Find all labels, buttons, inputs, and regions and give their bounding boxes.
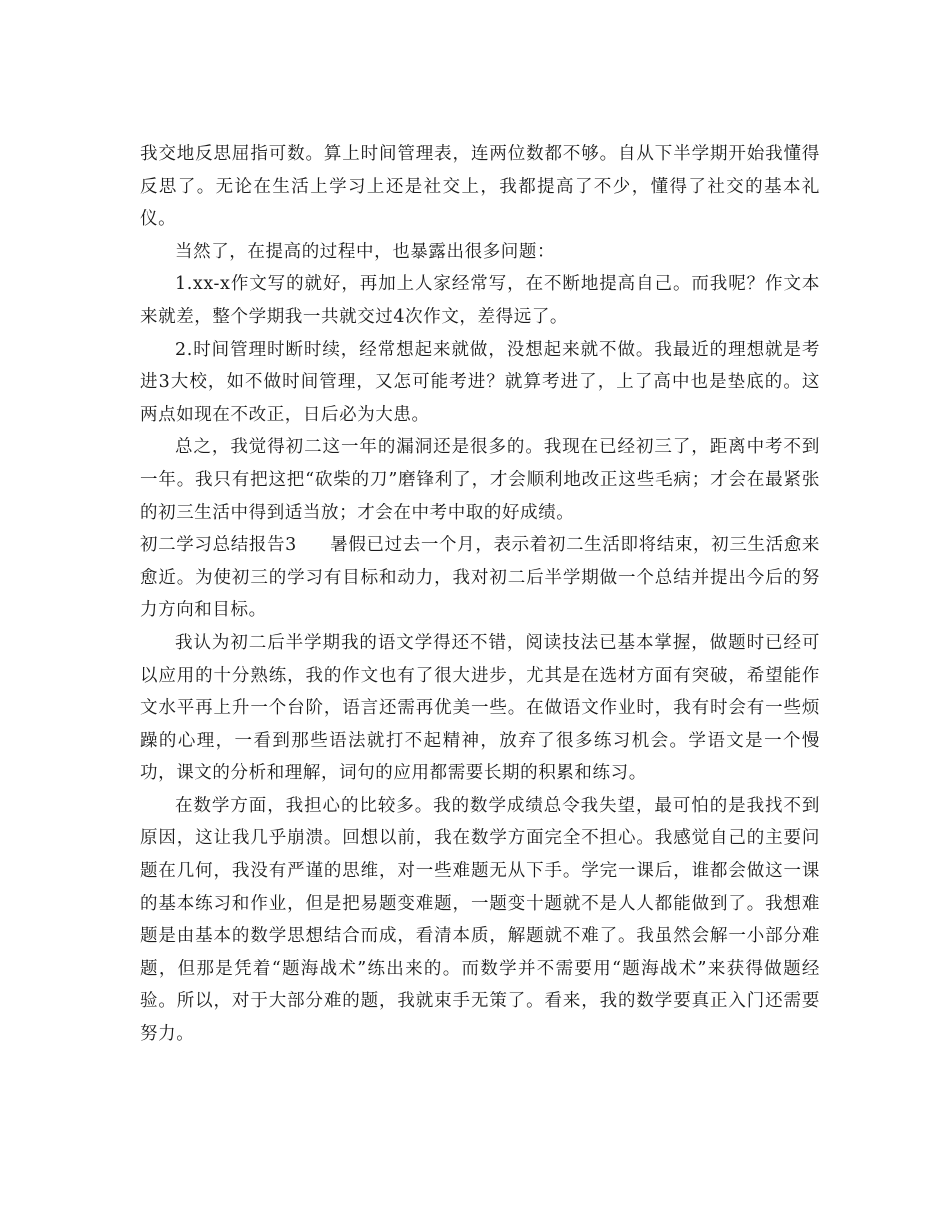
body-text xyxy=(140,138,820,1051)
paragraph-6 xyxy=(140,529,820,627)
section-heading: 初二学习总结报告3 xyxy=(140,535,297,556)
paragraph-1: 我交地反思屈指可数。算上时间管理表，连两位数都不够。自从下半学期开始我懂得反思了。无论在生活上学习上还是社交上，我都提高了不少，懂得了社交的基本礼仪。 xyxy=(140,144,820,230)
paragraph-7: 我认为初二后半学期我的语文学得还不错，阅读技法已基本掌握，做题时已经可以应用的十分熟练，我的作文也有了很大进步，尤其是在选材方面有突破，希望能作文水平再上升一个台阶，语言还需再优美一些。在做语文作业时，我有时会有一些烦躁的心理，一看到那些语法就打不起精神，放弃了很多练习机会。学语文是一个慢功，课文的分析和理解，词句的应用都需要长期的积累和练习。 xyxy=(140,632,820,784)
paragraph-6-text: 暑假已过去一个月，表示着初二生活即将结束，初三生活愈来愈近。为使初三的学习有目标和动力，我对初二后半学期做一个总结并提出今后的努力方向和目标。 xyxy=(140,535,820,621)
paragraph-5: 总之，我觉得初二这一年的漏洞还是很多的。我现在已经初三了，距离中考不到一年。我只有把这把“砍柴的刀”磨锋利了，才会顺利地改正这些毛病；才会在最紧张的初三生活中得到适当放；才会在中考中取的好成绩。 xyxy=(140,437,820,523)
paragraph-3: 1.xx-x作文写的就好，再加上人家经常写，在不断地提高自己。而我呢？作文本来就差，整个学期我一共就交过4次作文，差得远了。 xyxy=(140,274,820,327)
paragraph-8: 在数学方面，我担心的比较多。我的数学成绩总令我失望，最可怕的是我找不到原因，这让我几乎崩溃。回想以前，我在数学方面完全不担心。我感觉自己的主要问题在几何，我没有严谨的思维，对一些难题无从下手。学完一课后，谁都会做这一课的基本练习和作业，但是把易题变难题，一题变十题就不是人人都能做到了。我想难题是由基本的数学思想结合而成，看清本质，解题就不难了。我虽然会解一小部分难题，但那是凭着“题海战术”练出来的。而数学并不需要用“题海战术”来获得做题经验。所以，对于大部分难的题，我就束手无策了。看来，我的数学要真正入门还需要努力。 xyxy=(140,795,820,1045)
paragraph-4: 2.时间管理时断时续，经常想起来就做，没想起来就不做。我最近的理想就是考进3大校，如不做时间管理，又怎可能考进？就算考进了，上了高中也是垫底的。这两点如现在不改正，日后必为大患。 xyxy=(140,339,820,425)
paragraph-2: 当然了，在提高的过程中，也暴露出很多问题： xyxy=(175,241,556,262)
